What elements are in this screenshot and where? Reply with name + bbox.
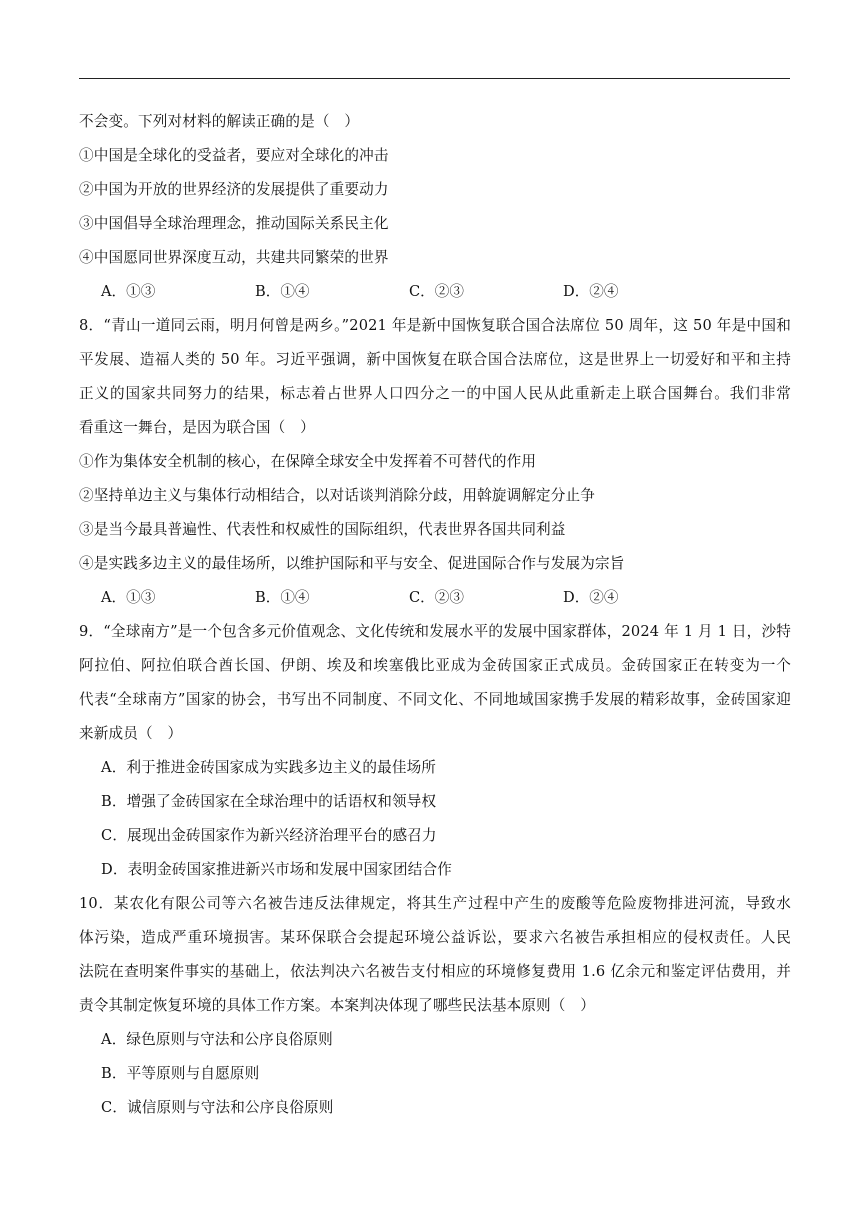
- q8-option-a: A．①③: [101, 589, 156, 606]
- q7-statement-2: ②中国为开放的世界经济的发展提供了重要动力: [79, 181, 389, 198]
- q9-option-c: C．展现出金砖国家作为新兴经济治理平台的感召力: [101, 827, 437, 844]
- q7-statement-1: ①中国是全球化的受益者，要应对全球化的冲击: [79, 147, 389, 164]
- q8-option-c: C．②③: [409, 589, 464, 606]
- q7-option-c: C．②③: [409, 283, 464, 300]
- header-rule: [79, 78, 790, 79]
- q7-option-b: B．①④: [255, 283, 310, 300]
- q8-option-b: B．①④: [255, 589, 310, 606]
- q9-option-d: D．表明金砖国家推进新兴市场和发展中国家团结合作: [101, 861, 452, 878]
- q9-stem-line-4: 来新成员（ ）: [79, 725, 183, 742]
- q7-statement-3: ③中国倡导全球治理理念，推动国际关系民主化: [79, 215, 389, 232]
- q8-statement-1: ①作为集体安全机制的核心，在保障全球安全中发挥着不可替代的作用: [79, 453, 537, 470]
- q10-stem-line-4: 责令其制定恢复环境的具体工作方案。本案判决体现了哪些民法基本原则（ ）: [79, 997, 596, 1014]
- q8-statement-3: ③是当今最具普遍性、代表性和权威性的国际组织，代表世界各国共同利益: [79, 521, 566, 538]
- q9-option-a: A．利于推进金砖国家成为实践多边主义的最佳场所: [101, 759, 437, 776]
- page-content: [79, 105, 791, 1125]
- q7-options: [79, 275, 791, 309]
- q7-stem-tail: 不会变。下列对材料的解读正确的是（ ）: [79, 113, 360, 130]
- q8-stem-line-4: 看重这一舞台，是因为联合国（ ）: [79, 419, 315, 436]
- q7-option-d: D．②④: [563, 283, 619, 300]
- q8-option-d: D．②④: [563, 589, 619, 606]
- q10-stem-line-3: 法院在查明案件事实的基础上，依法判决六名被告支付相应的环境修复费用 1.6 亿余元和鉴定评估费用，并: [79, 963, 791, 980]
- q8-stem-line-2: 平发展、造福人类的 50 年。习近平强调，新中国恢复在联合国合法席位，这是世界上一切爱好和平和主持: [79, 351, 791, 368]
- q8-statement-4: ④是实践多边主义的最佳场所，以维护国际和平与安全、促进国际合作与发展为宗旨: [79, 555, 625, 572]
- q10-option-b: B．平等原则与自愿原则: [101, 1065, 260, 1082]
- q9-stem-line-3: 代表“全球南方”国家的协会，书写出不同制度、不同文化、不同地域国家携手发展的精彩故事，金砖国家迎: [79, 691, 791, 708]
- q8-stem-line-1: 8．“青山一道同云雨，明月何曾是两乡。”2021 年是新中国恢复联合国合法席位 50 周年，这 50 年是中国和: [79, 317, 791, 334]
- q10-option-a: A．绿色原则与守法和公序良俗原则: [101, 1031, 333, 1048]
- q8-statement-2: ②坚持单边主义与集体行动相结合，以对话谈判消除分歧，用斡旋调解定分止争: [79, 487, 596, 504]
- q9-stem-line-1: 9．“全球南方”是一个包含多元价值观念、文化传统和发展水平的发展中国家群体，2024 年 1 月 1 日，沙特: [79, 623, 791, 640]
- q7-option-a: A．①③: [101, 283, 156, 300]
- q10-stem-line-1: 10．某农化有限公司等六名被告违反法律规定，将其生产过程中产生的废酸等危险废物排进河流，导致水: [79, 895, 791, 912]
- q8-stem-line-3: 正义的国家共同努力的结果，标志着占世界人口四分之一的中国人民从此重新走上联合国舞台。我们非常: [79, 385, 791, 402]
- q10-stem-line-2: 体污染，造成严重环境损害。某环保联合会提起环境公益诉讼，要求六名被告承担相应的侵权责任。人民: [79, 929, 791, 946]
- q7-statement-4: ④中国愿同世界深度互动，共建共同繁荣的世界: [79, 249, 389, 266]
- q9-stem-line-2: 阿拉伯、阿拉伯联合酋长国、伊朗、埃及和埃塞俄比亚成为金砖国家正式成员。金砖国家正在转变为一个: [79, 657, 791, 674]
- q10-option-c: C．诚信原则与守法和公序良俗原则: [101, 1099, 334, 1116]
- q8-options: [79, 581, 791, 615]
- q9-option-b: B．增强了金砖国家在全球治理中的话语权和领导权: [101, 793, 437, 810]
